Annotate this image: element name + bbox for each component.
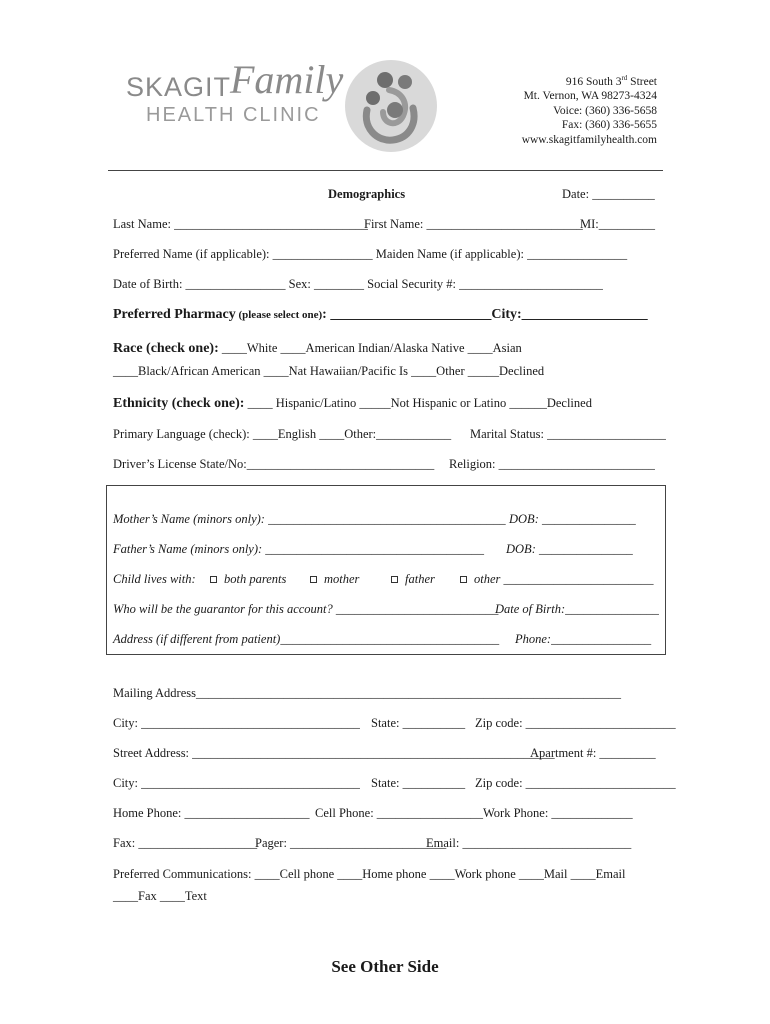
child-lives-with-row[interactable] (113, 571, 196, 587)
logo-word-family: Family (230, 57, 344, 102)
pager-field[interactable]: Pager: _________________________ (255, 836, 447, 850)
date-field[interactable]: Date: __________ (562, 187, 655, 201)
zip-field-1[interactable]: Zip code: ________________________ (475, 716, 676, 730)
ethnicity-row[interactable] (113, 395, 592, 412)
guarantor-field[interactable]: Who will be the guarantor for this account? __________________________ (113, 602, 499, 616)
apartment-field[interactable]: Apartment #: _________ (530, 746, 656, 760)
father-name-field[interactable]: Father’s Name (minors only): ___________________________________ (113, 542, 485, 556)
fax-field[interactable]: Fax: ___________________ (113, 836, 258, 850)
email-field[interactable]: Email: ___________________________ (426, 836, 632, 850)
marital-status-field[interactable]: Marital Status: ___________________ (470, 427, 666, 441)
zip-field-2[interactable]: Zip code: ________________________ (475, 776, 676, 790)
clinic-address-block (522, 71, 657, 147)
ethnicity-options[interactable]: ____ Hispanic/Latino _____Not Hispanic or Latino ______Declined (244, 396, 592, 410)
race-row-2[interactable]: ____Black/African American ____Nat Hawaiian/Pacific Is ____Other _____Declined (113, 364, 545, 378)
race-options-1[interactable]: ____White ____American Indian/Alaska Native ____Asian (218, 341, 522, 355)
checkbox-icon[interactable] (310, 576, 317, 583)
last-name-field[interactable]: Last Name: _______________________________ (113, 217, 368, 231)
work-phone-field[interactable]: Work Phone: _____________ (483, 806, 633, 820)
option-other[interactable]: other ________________________ (460, 571, 654, 587)
cell-phone-field[interactable]: Cell Phone: _________________ (315, 806, 484, 820)
pharmacy-label: Preferred Pharmacy (113, 307, 236, 322)
state-field-2[interactable]: State: __________ (371, 776, 466, 790)
mother-dob-field[interactable]: DOB: _______________ (509, 512, 636, 526)
clinic-street: 916 South 3rd Street (565, 74, 657, 88)
option-mother[interactable]: mother (310, 571, 359, 587)
logo-word-skagit: SKAGIT (126, 72, 232, 102)
home-phone-field[interactable]: Home Phone: ____________________ (113, 806, 310, 820)
child-lives-label: Child lives with: (113, 572, 196, 586)
checkbox-icon[interactable] (391, 576, 398, 583)
dob-sex-ssn-row[interactable]: Date of Birth: ________________ Sex: ________ Social Security #: _______________________ (113, 277, 603, 291)
clinic-website: www.skagitfamilyhealth.com (521, 133, 657, 146)
race-label: Race (check one): (113, 341, 219, 356)
first-name-field[interactable]: First Name: _________________________ (364, 217, 583, 231)
family-circle-icon (343, 58, 439, 154)
checkbox-icon[interactable] (210, 576, 217, 583)
option-both-parents[interactable]: both parents (210, 571, 286, 587)
checkbox-icon[interactable] (460, 576, 467, 583)
clinic-logo (118, 52, 438, 162)
clinic-city: Mt. Vernon, WA 98273-4324 (523, 90, 657, 103)
preferred-communications-row[interactable]: Preferred Communications: ____Cell phone ____Home phone ____Work phone ____Mail ____Email (113, 867, 626, 881)
religion-field[interactable]: Religion: _________________________ (449, 457, 655, 471)
guardian-phone-field[interactable]: Phone:________________ (515, 632, 652, 646)
logo-health-clinic: HEALTH CLINIC (146, 104, 321, 126)
ethnicity-label: Ethnicity (check one): (113, 396, 245, 411)
guardian-address-field[interactable]: Address (if different from patient)___________________________________ (113, 632, 500, 646)
pharmacy-line[interactable]: : _______________________ (322, 307, 492, 322)
drivers-license-field[interactable]: Driver’s License State/No:______________________________ (113, 457, 435, 471)
race-row-1[interactable] (113, 340, 522, 357)
header-divider (108, 170, 663, 171)
father-dob-field[interactable]: DOB: _______________ (506, 542, 633, 556)
guarantor-dob-field[interactable]: Date of Birth:_______________ (495, 602, 659, 616)
pharmacy-note: (please select one) (235, 309, 323, 321)
preferred-pharmacy-row[interactable] (113, 306, 648, 324)
mother-name-field[interactable]: Mother’s Name (minors only): ______________________________________ (113, 512, 506, 526)
option-father[interactable]: father (391, 571, 435, 587)
state-field-1[interactable]: State: __________ (371, 716, 466, 730)
city-field-2[interactable]: City: ___________________________________ (113, 776, 360, 790)
form-title: Demographics (328, 187, 406, 201)
clinic-voice-phone: Voice: (360) 336-5658 (553, 104, 657, 117)
preferred-maiden-row[interactable]: Preferred Name (if applicable): ________________ Maiden Name (if applicable): ________________ (113, 247, 628, 261)
street-address-field[interactable]: Street Address: __________________________________________________________ (113, 746, 555, 760)
middle-initial-field[interactable]: MI:_________ (580, 217, 655, 231)
pharmacy-city[interactable]: City:__________________ (491, 307, 648, 322)
see-other-side-footer: See Other Side (331, 957, 439, 976)
mailing-address-field[interactable]: Mailing Address____________________________________________________________________ (113, 686, 621, 700)
preferred-communications-row-2[interactable]: ____Fax ____Text (113, 889, 207, 903)
primary-language-row[interactable]: Primary Language (check): ____English ____Other:____________ (113, 427, 452, 441)
clinic-fax: Fax: (360) 336-5655 (561, 119, 657, 132)
city-field-1[interactable]: City: ___________________________________ (113, 716, 360, 730)
